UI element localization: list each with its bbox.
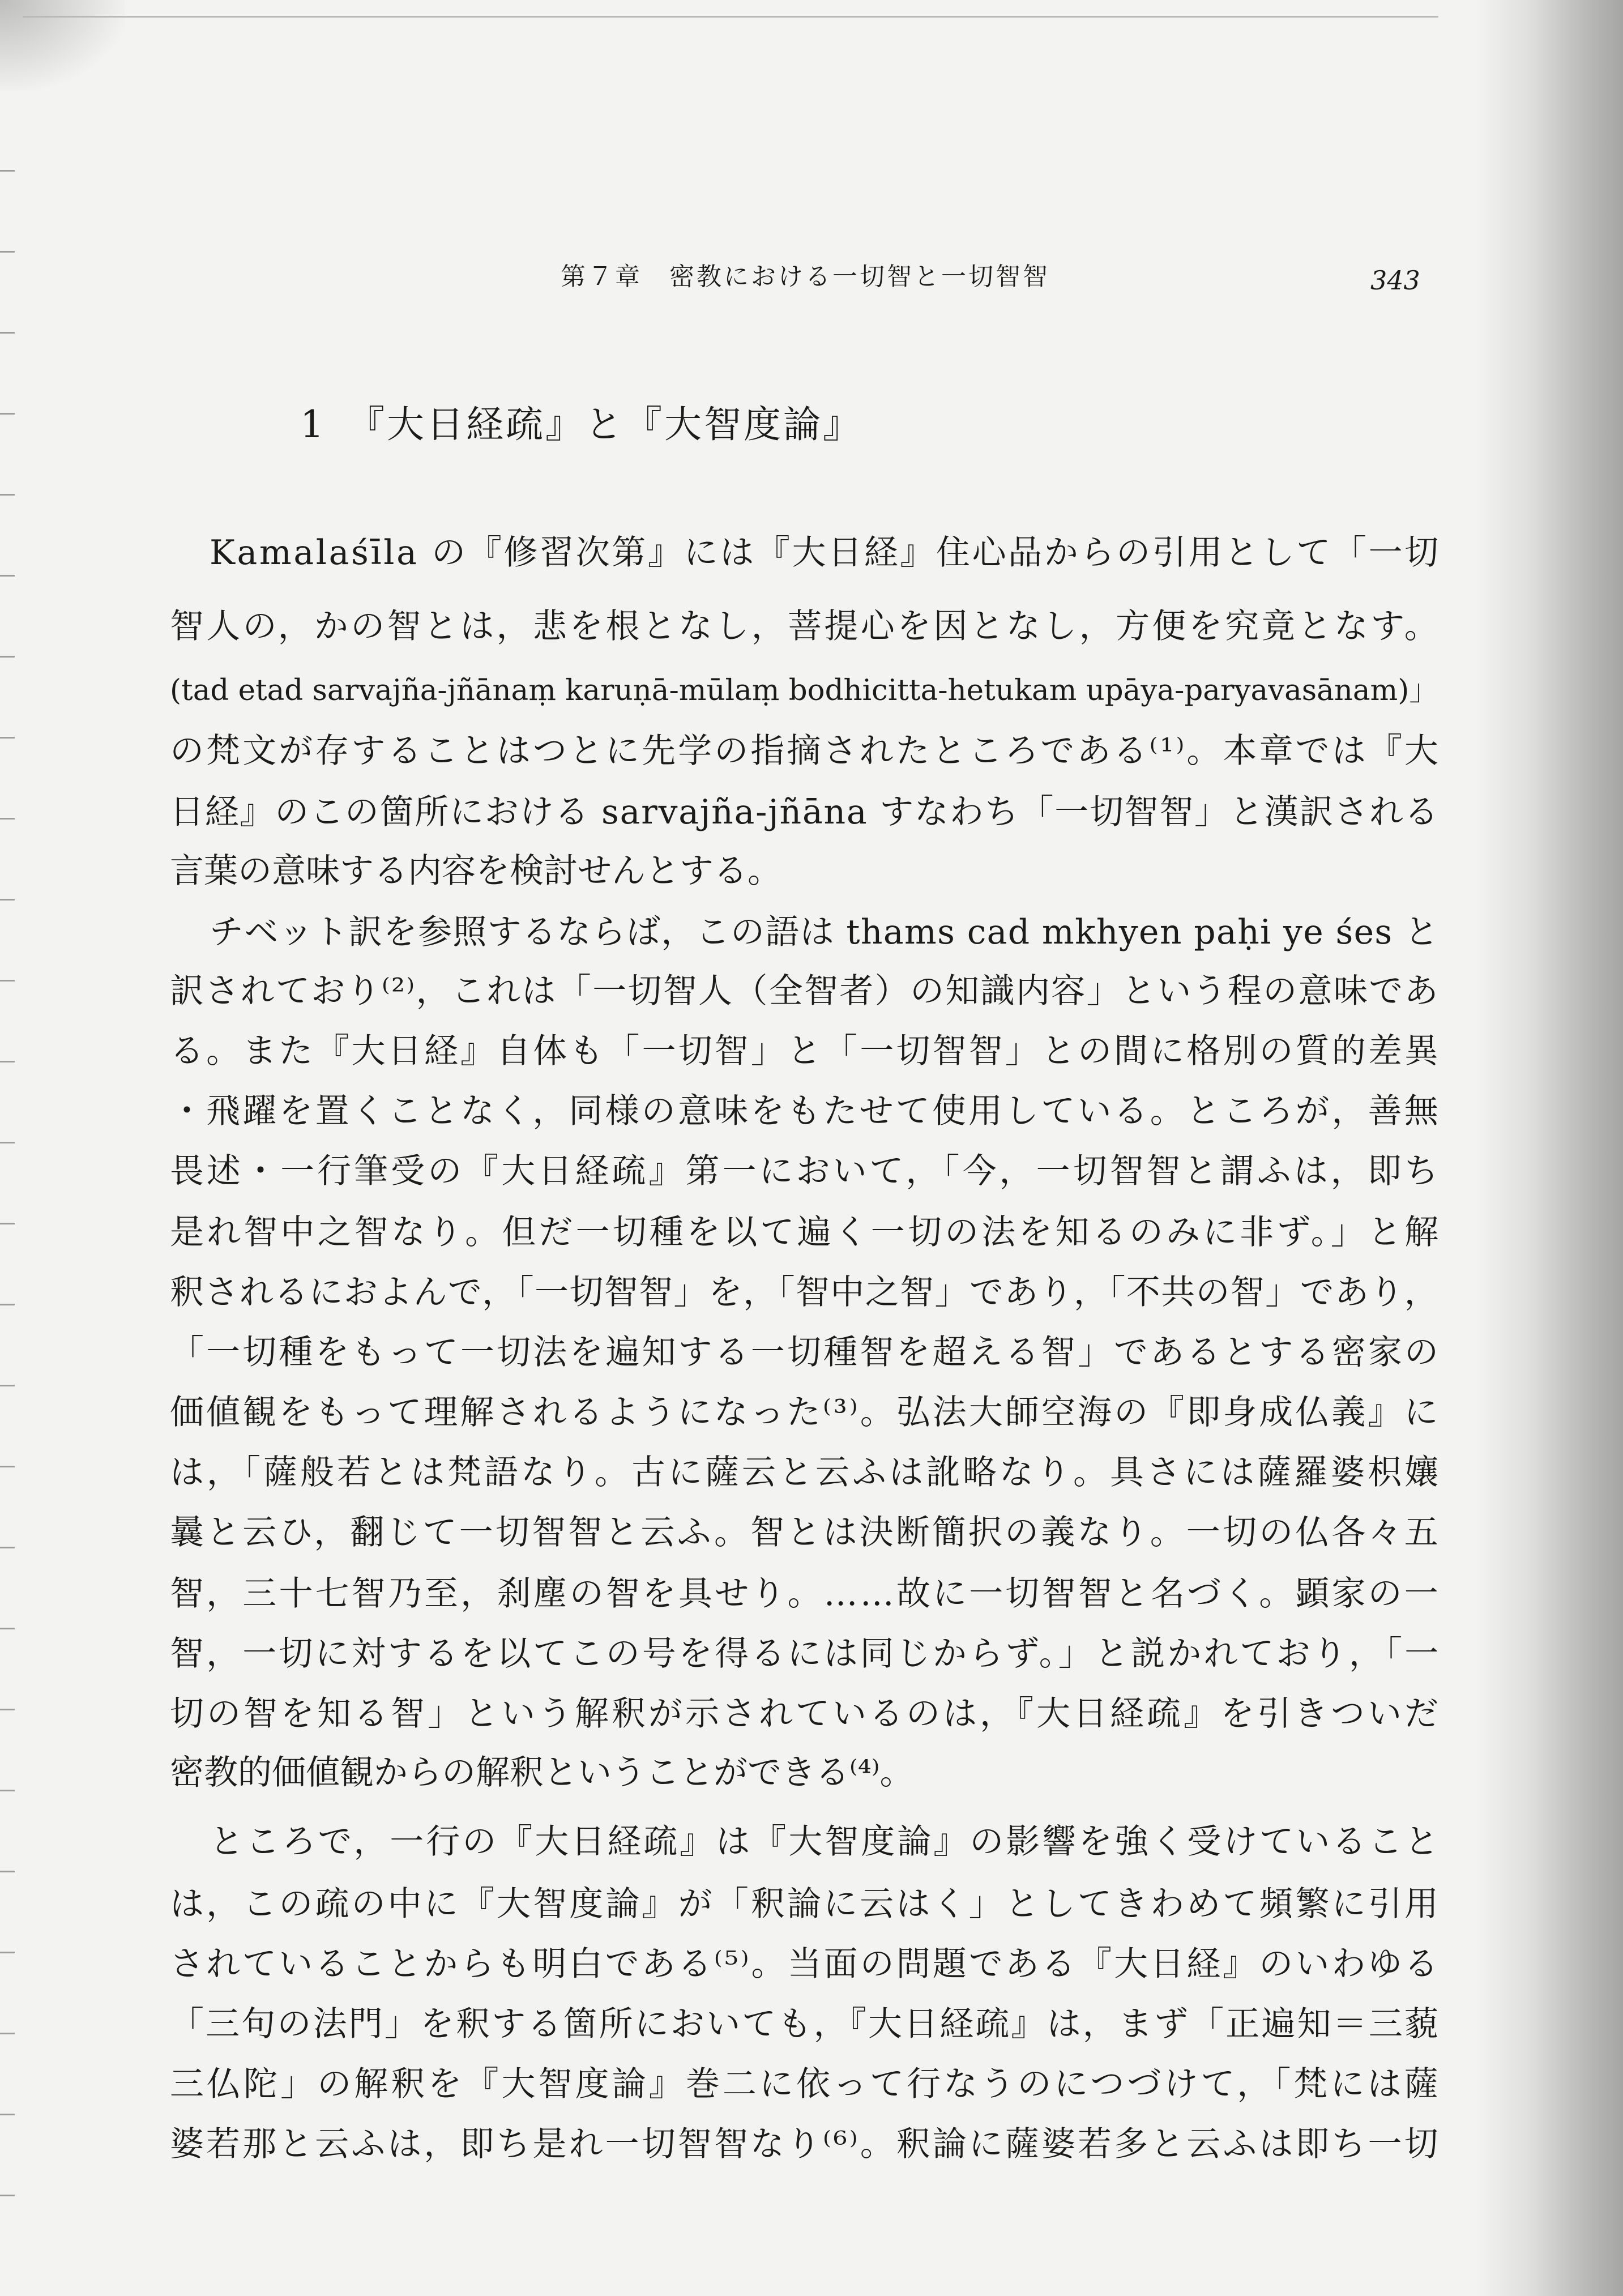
text-line: 婆若那と云ふは，即ち是れ一切智智なり⁽⁶⁾。釈論に薩婆若多と云ふは即ち一切 <box>170 2124 1441 2164</box>
scan-left-margin-marks <box>0 91 15 2243</box>
text-line: 言葉の意味する内容を検討せんとする。 <box>170 851 781 891</box>
text-line: 三仏陀」の解釈を『大智度論』巻二に依って行なうのにつづけて，「梵には薩 <box>170 2064 1441 2104</box>
scan-right-edge-shadow <box>1476 0 1623 2296</box>
text-line: 智人の，かの智とは，悲を根となし，菩提心を因となし，方便を究竟となす。 <box>170 607 1441 646</box>
text-line: 日経』のこの箇所における sarvajña-jñāna すなわち「一切智智」と漢訳される <box>170 792 1440 832</box>
text-line: 智，一切に対するを以てこの号を得るには同じからず。」と説かれており，「一 <box>170 1634 1441 1674</box>
text-line: 是れ智中之智なり。但だ一切種を以て遍く一切の法を知るのみに非ず。」と解 <box>170 1213 1442 1252</box>
text-line: る。また『大日経』自体も「一切智」と「一切智智」との間に格別の質的差異 <box>170 1031 1441 1071</box>
text-line: 「三句の法門」を釈する箇所においても，『大日経疏』は，まず「正遍知＝三藐 <box>170 2004 1441 2044</box>
text-line: ・飛躍を置くことなく，同様の意味をもたせて使用している。ところが，善無 <box>170 1091 1441 1131</box>
text-line: 切の智を知る智」という解釈が示されているのは，『大日経疏』を引きついだ <box>170 1694 1441 1734</box>
section-heading: 1 『大日経疏』と『大智度論』 <box>300 403 862 446</box>
text-line: ところで，一行の『大日経疏』は『大智度論』の影響を強く受けていること <box>210 1822 1441 1862</box>
page-number: 343 <box>1370 265 1420 296</box>
text-line: は，「薩般若とは梵語なり。古に薩云と云ふは訛略なり。具さには薩羅婆枳孃 <box>170 1453 1441 1492</box>
text-line: 密教的価値観からの解釈ということができる⁽⁴⁾。 <box>170 1753 914 1793</box>
running-head-title: 第７章 密教における一切智と一切智智 <box>561 262 1050 291</box>
text-line: 智，三十七智乃至，刹塵の智を具せり。……故に一切智智と名づく。顕家の一 <box>170 1574 1441 1614</box>
scan-corner-shadow <box>0 0 125 91</box>
text-line: 「一切種をもって一切法を遍知する一切種智を超える智」であるとする密家の <box>170 1333 1441 1372</box>
text-line: の梵文が存することはつとに先学の指摘されたところである⁽¹⁾。本章では『大 <box>170 731 1441 771</box>
text-line: 曩と云ひ，翻じて一切智智と云ふ。智とは決断簡択の義なり。一切の仏各々五 <box>170 1513 1441 1552</box>
text-line: 価値観をもって理解されるようになった⁽³⁾。弘法大師空海の『即身成仏義』に <box>170 1393 1441 1432</box>
text-line: は，この疏の中に『大智度論』が「釈論に云はく」としてきわめて頻繁に引用 <box>170 1884 1441 1924</box>
text-line: チベット訳を参照するならば，この語は thams cad mkhyen paḥi ye śes と <box>210 912 1440 952</box>
scan-top-edge <box>23 16 1438 18</box>
text-line: 釈されるにおよんで，「一切智智」を，「智中之智」であり，「不共の智」であり， <box>170 1273 1440 1312</box>
text-line: 訳されており⁽²⁾，これは「一切智人（全智者）の知識内容」という程の意味であ <box>170 971 1440 1011</box>
text-line: されていることからも明白である⁽⁵⁾。当面の問題である『大日経』のいわゆる <box>170 1944 1441 1984</box>
text-line: (tad etad sarvajña-jñānaṃ karuṇā-mūlaṃ bodhicitta-hetukam upāya-paryavasānam)」 <box>170 673 1438 707</box>
text-line: Kamalaśīla の『修習次第』には『大日経』住心品からの引用として「一切 <box>210 533 1441 573</box>
text-line: 畏述・一行筆受の『大日経疏』第一において，「今，一切智智と謂ふは，即ち <box>170 1151 1441 1191</box>
